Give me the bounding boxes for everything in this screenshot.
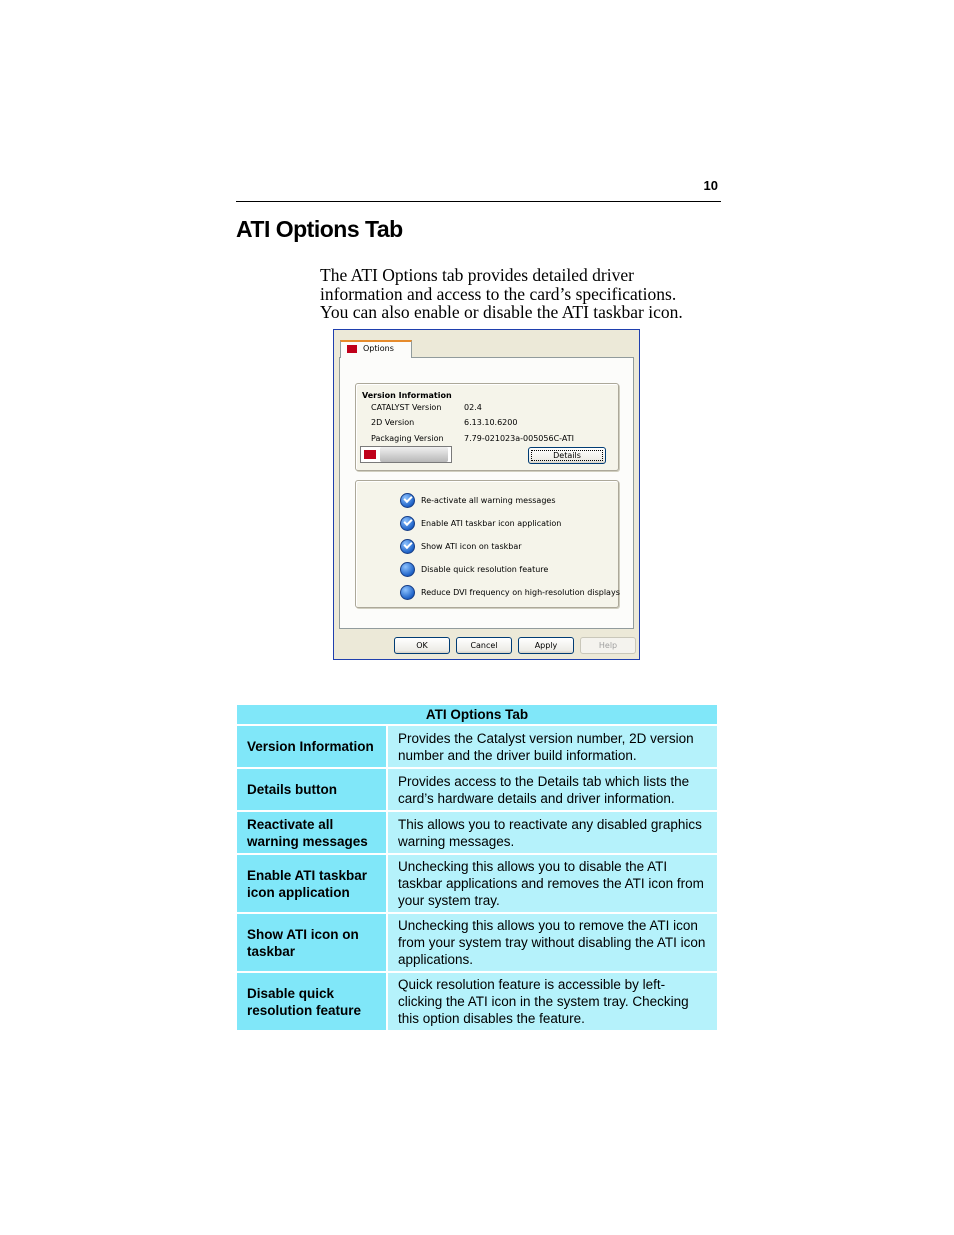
table-header: ATI Options Tab — [237, 705, 717, 724]
table-term: Enable ATI taskbar icon application — [237, 855, 386, 912]
table-header-row — [237, 705, 717, 724]
table-term: Disable quick resolution feature — [237, 973, 386, 1030]
help-button: Help — [580, 637, 636, 654]
version-row-value: 02.4 — [464, 403, 482, 412]
section-title: ATI Options Tab — [236, 216, 403, 242]
intro-line: information and access to the card’s specifications. — [320, 283, 677, 304]
tab-options-label: Options — [363, 344, 394, 353]
version-row-label: Packaging Version — [371, 434, 444, 443]
intro-line: The ATI Options tab provides detailed driver — [320, 265, 634, 285]
table-desc: Quick resolution feature is accessible by left-clicking the ATI icon in the system tray. Checking this option disables the feature. — [388, 973, 717, 1030]
table-row — [237, 769, 717, 810]
ati-options-dialog-screenshot — [333, 329, 640, 660]
table-row — [237, 914, 717, 971]
option-label: Re-activate all warning messages — [421, 496, 556, 505]
option-label: Enable ATI taskbar icon application — [421, 519, 562, 528]
ati-options-table — [235, 703, 719, 1032]
table-term: Show ATI icon on taskbar — [237, 914, 386, 971]
unchecked-checkbox-icon[interactable] — [400, 585, 415, 600]
table-desc: Provides the Catalyst version number, 2D version number and the driver build information. — [388, 726, 717, 767]
table-row — [237, 973, 717, 1030]
ok-button[interactable]: OK — [394, 637, 450, 654]
options-tab-panel — [339, 357, 634, 629]
table-row — [237, 855, 717, 912]
tab-options[interactable] — [340, 340, 412, 358]
header-rule — [236, 201, 721, 202]
option-label: Disable quick resolution feature — [421, 565, 549, 574]
table-term: Details button — [237, 769, 386, 810]
table-term: Reactivate all warning messages — [237, 812, 386, 853]
page-number: 10 — [703, 178, 718, 193]
version-row-value: 7.79-021023a-005056C-ATI — [464, 434, 574, 443]
intro-paragraph — [320, 266, 740, 322]
table-row — [237, 726, 717, 767]
cancel-button[interactable]: Cancel — [456, 637, 512, 654]
version-row-value: 6.13.10.6200 — [464, 418, 518, 427]
table-desc: Provides access to the Details tab which lists the card’s hardware details and driver information. — [388, 769, 717, 810]
table-desc: Unchecking this allows you to remove the ATI icon from your system tray without disabling the ATI icon applications. — [388, 914, 717, 971]
catalyst-wordmark — [380, 447, 448, 462]
option-label: Show ATI icon on taskbar — [421, 542, 522, 551]
table-term: Version Information — [237, 726, 386, 767]
table-desc: Unchecking this allows you to disable the ATI taskbar applications and removes the ATI icon from your system tray. — [388, 855, 717, 912]
ati-logo-icon — [347, 345, 357, 353]
checked-checkbox-icon[interactable] — [400, 516, 415, 531]
checked-checkbox-icon[interactable] — [400, 493, 415, 508]
option-label: Reduce DVI frequency on high-resolution displays — [421, 588, 620, 597]
version-row-label: CATALYST Version — [371, 403, 442, 412]
apply-button[interactable]: Apply — [518, 637, 574, 654]
table-desc: This allows you to reactivate any disabled graphics warning messages. — [388, 812, 717, 853]
details-button[interactable]: Details — [528, 447, 606, 464]
ati-logo-icon — [364, 450, 376, 459]
version-row-label: 2D Version — [371, 418, 415, 427]
version-information-group — [355, 383, 619, 471]
table-row — [237, 812, 717, 853]
intro-line: You can also enable or disable the ATI taskbar icon. — [320, 302, 683, 322]
catalyst-logo — [360, 446, 452, 463]
options-group — [355, 480, 619, 608]
unchecked-checkbox-icon[interactable] — [400, 562, 415, 577]
version-information-title: Version Information — [362, 391, 452, 400]
checked-checkbox-icon[interactable] — [400, 539, 415, 554]
